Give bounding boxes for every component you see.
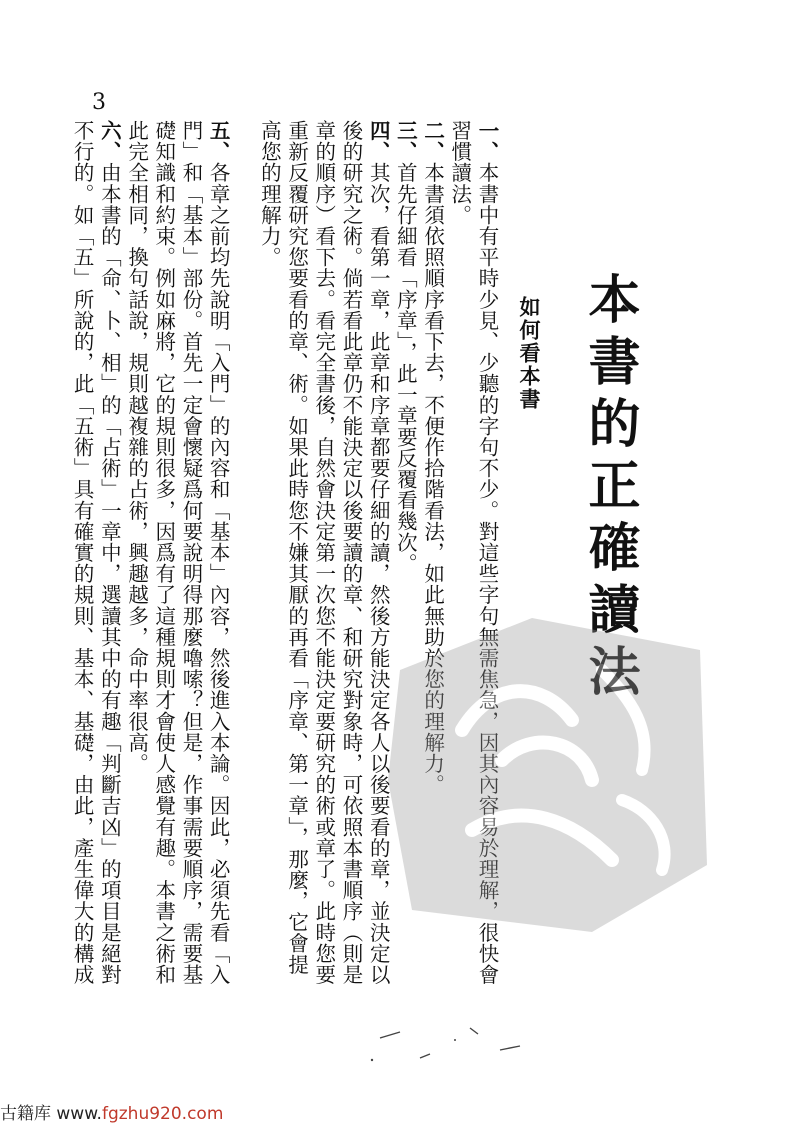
- body-text: [70, 120, 500, 995]
- footer-prefix: 古籍库 www.: [0, 1104, 102, 1124]
- paragraph-2: [418, 120, 445, 995]
- paragraph-number: 二、: [420, 120, 445, 163]
- footer-suffix: .com: [181, 1104, 224, 1124]
- paragraph-5: [122, 120, 231, 995]
- page-subtitle: 如何看本書: [517, 296, 541, 411]
- paragraph-text: 其次，看第一章，此章和序章都要仔細的讀，然後方能決定各人以後要看的章，並決定以後的研究之術。倘若看此章仍不能決定以後要讀的章、和研究對象時，可依照本書順序（則是章的順序）看下去。看完全書後，自然會決定第一次您不能決定要研究的術或章了。此時您要重新反覆研究您要看的章、術。如果此時您不嫌其厭的再看「序章、第一章」，那麼，它會提高您的理解力。: [257, 120, 391, 986]
- page-number: 3: [92, 90, 106, 115]
- paragraph-6: [68, 120, 122, 995]
- footer-url: fgzhu920: [101, 1104, 182, 1124]
- paragraph-text: 由本書的「命、卜、相」的「占術」一章中，選讀其中的有趣「判斷吉凶」的項目是絕對不行的。如「五」所說的，此「五術」具有確實的規則、基本、基礎，由此，產生偉大的構成: [70, 120, 122, 986]
- paragraph-number: 六、: [97, 120, 122, 163]
- paragraph-1: [446, 120, 500, 995]
- paragraph-text: 本書須依照順序看下去，不便作拾階看法，如此無助於您的理解力。: [420, 162, 445, 796]
- paragraph-number: 五、: [206, 120, 231, 163]
- paragraph-number: 一、: [475, 120, 499, 163]
- paragraph-3: [391, 120, 418, 995]
- scan-speckle: [360, 1018, 540, 1078]
- paragraph-number: 三、: [393, 120, 418, 163]
- footer-source: [0, 1106, 223, 1123]
- paragraph-text: 各章之前均先說明「入門」的內容和「基本」內容，然後進入本論。因此，必須先看「入門」和「基本」部份。首先一定會懷疑爲何要說明得那麼嚕嗦？但是，作事需要順序，需要基礎知識和約束。例如麻將，它的規則很多，因爲有了這種規則才會使人感覺有趣。本書之術和此完全相同，換句話說，規則越複雜的占術，興趣越多，命中率很高。: [124, 120, 231, 986]
- paragraph-4: [255, 120, 391, 995]
- paragraph-text: 首先仔細看「序章」，此一章要反覆看幾次。: [393, 162, 418, 574]
- paragraph-text: 本書中有平時少見、少聽的字句不少。對這些字句無需焦急，因其內容易於理解，很快會習慣讀法。: [447, 120, 499, 986]
- page-title: 本書的正確讀法: [579, 272, 640, 706]
- paragraph-number: 四、: [366, 120, 391, 163]
